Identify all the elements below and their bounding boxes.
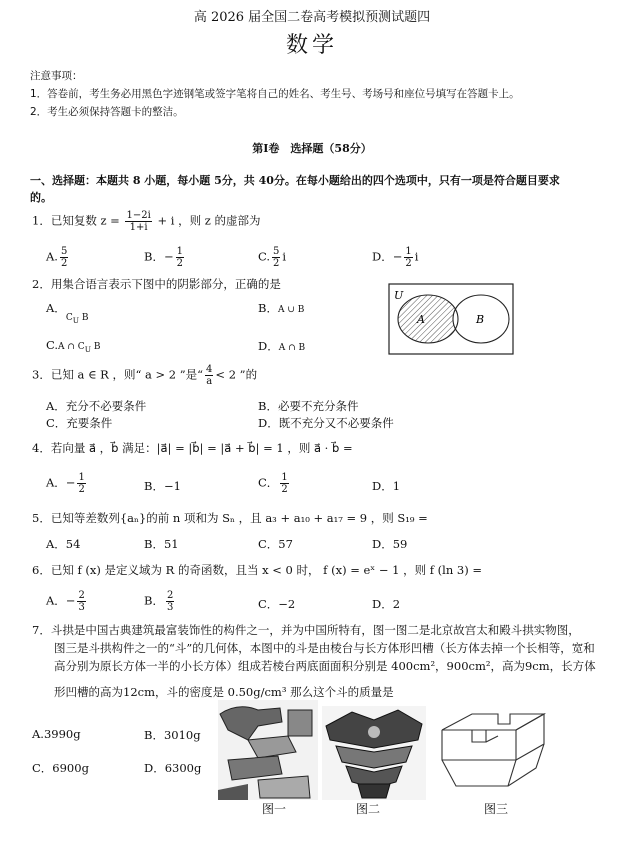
part1-instructions (30, 172, 604, 206)
q3-option-d[interactable]: D．既不充分又不必要条件 (258, 416, 394, 430)
q5-option-a[interactable]: A．54 (46, 537, 81, 551)
q2-option-c[interactable]: C.A ∩ $C_U$ B (46, 338, 101, 354)
venn-diagram (388, 283, 514, 355)
question-7-line2: 图三是斗拱构件之一的“斗”的几何体，本图中的斗是由棱台与长方体形凹槽（长方体去掉一个长相等，宽和 (54, 641, 595, 655)
question-7-line1: 7．斗拱是中国古典建筑最富装饰性的构件之一，并为中国所特有，图一图二是北京故宫太和殿斗拱实物图， (32, 623, 580, 637)
q1-suffix: + i ，则 z 的虚部为 (157, 213, 261, 228)
question-3-stem: 3．已知 a ∈ R ，则“ a > 2 ”是“ $\frac{4}{a}$ < 2 ”的 (32, 364, 258, 387)
q1-prefix: 1．已知复数 z = (32, 213, 120, 228)
q2-option-a[interactable]: A．$_{C_U B}$ (46, 301, 89, 325)
venn-label-u: U (394, 289, 404, 302)
question-6-stem: 6．已知 f (x) 是定义域为 R 的奇函数，且当 x < 0 时， f (x) = eˣ − 1 ，则 f (ln 3) = (32, 563, 482, 577)
q6-option-c[interactable]: C．−2 (258, 597, 296, 611)
note-item-1: 1．答卷前，考生务必用黑色字迹钢笔或签字笔将自己的姓名、考生号、考场号和座位号填写在答题卡上。 (30, 88, 520, 100)
figure-2-caption: 图二 (356, 802, 381, 816)
venn-label-b: B (476, 313, 485, 326)
q1-option-d[interactable]: D．− $\frac{1}{2}$ i (372, 246, 419, 269)
question-1-stem (32, 210, 260, 233)
dougong-photo-2 (322, 706, 426, 800)
q1-fraction: $\frac{1-2i}{1+i}$ (126, 210, 151, 233)
figure-3-caption: 图三 (484, 802, 509, 816)
q6-option-a[interactable]: A．− $\frac{2}{3}$ (46, 590, 85, 613)
question-7-line3: 高分别为原长方体一半的小长方体）组成若棱台两底面面积分别是 400cm²，900cm²，高为9cm，长方体 (54, 659, 596, 673)
q7-option-c[interactable]: C．6900g (32, 761, 89, 775)
q7-option-b[interactable]: B．3010g (144, 728, 201, 742)
q7-option-d[interactable]: D．6300g (144, 761, 202, 775)
section-title: 第Ⅰ卷 选择题（58分） (252, 142, 372, 155)
part1-line1: 一、选择题：本题共 8 小题，每小题 5分，共 40分。在每小题给出的四个选项中，只有一项是符合题目要求 (30, 174, 560, 187)
q3-option-a[interactable]: A．充分不必要条件 (46, 399, 147, 413)
q2-option-d[interactable]: D．A ∩ B (258, 339, 306, 353)
q1-option-b[interactable]: B．− $\frac{1}{2}$ (144, 246, 183, 269)
notes-heading: 注意事项： (30, 70, 83, 82)
q5-option-b[interactable]: B．51 (144, 537, 179, 551)
question-7-line4: 形凹槽的高为12cm，斗的密度是 0.50g/cm³ 那么这个斗的质量是 (54, 685, 394, 699)
q3-option-c[interactable]: C．充要条件 (46, 416, 113, 430)
question-4-stem: 4．若向量 a⃗ ，b⃗ 满足：|a⃗| = |b⃗| = |a⃗ + b⃗| = 1 ，则 a⃗ · b⃗ = (32, 441, 353, 455)
q6-option-d[interactable]: D．2 (372, 597, 401, 611)
q5-option-d[interactable]: D．59 (372, 537, 408, 551)
q1-option-a[interactable]: A. $\frac{5}{2}$ (46, 246, 68, 269)
q6-option-b[interactable]: B． $\frac{2}{3}$ (144, 590, 174, 613)
part1-line2: 的。 (30, 191, 52, 204)
q7-option-a[interactable]: A.3990g (32, 727, 81, 741)
exam-title: 高 2026 届全国二卷高考模拟预测试题四 (193, 10, 431, 25)
q3-option-b[interactable]: B．必要不充分条件 (258, 399, 359, 413)
q4-option-b[interactable]: B．−1 (144, 479, 181, 493)
q4-option-d[interactable]: D．1 (372, 479, 401, 493)
q2-option-b[interactable]: B．A ∪ B (258, 301, 305, 315)
q4-option-a[interactable]: A．− $\frac{1}{2}$ (46, 472, 85, 495)
q4-option-c[interactable]: C． $\frac{1}{2}$ (258, 472, 288, 495)
subject-title: 数学 (285, 33, 338, 58)
q1-option-c[interactable]: C. $\frac{5}{2}$ i (258, 246, 287, 269)
dou-block-drawing (436, 708, 552, 796)
venn-label-a: A (417, 313, 425, 326)
dougong-photo-1 (218, 700, 318, 800)
q5-option-c[interactable]: C．57 (258, 537, 293, 551)
question-5-stem: 5．已知等差数列{aₙ}的前 n 项和为 Sₙ ，且 a₃ + a₁₀ + a₁₇ = 9 ，则 S₁₉ = (32, 511, 428, 525)
question-2-stem: 2．用集合语言表示下图中的阴影部分，正确的是 (32, 277, 281, 291)
note-item-2: 2．考生必须保持答题卡的整洁。 (30, 106, 184, 118)
figure-1-caption: 图一 (262, 802, 287, 816)
